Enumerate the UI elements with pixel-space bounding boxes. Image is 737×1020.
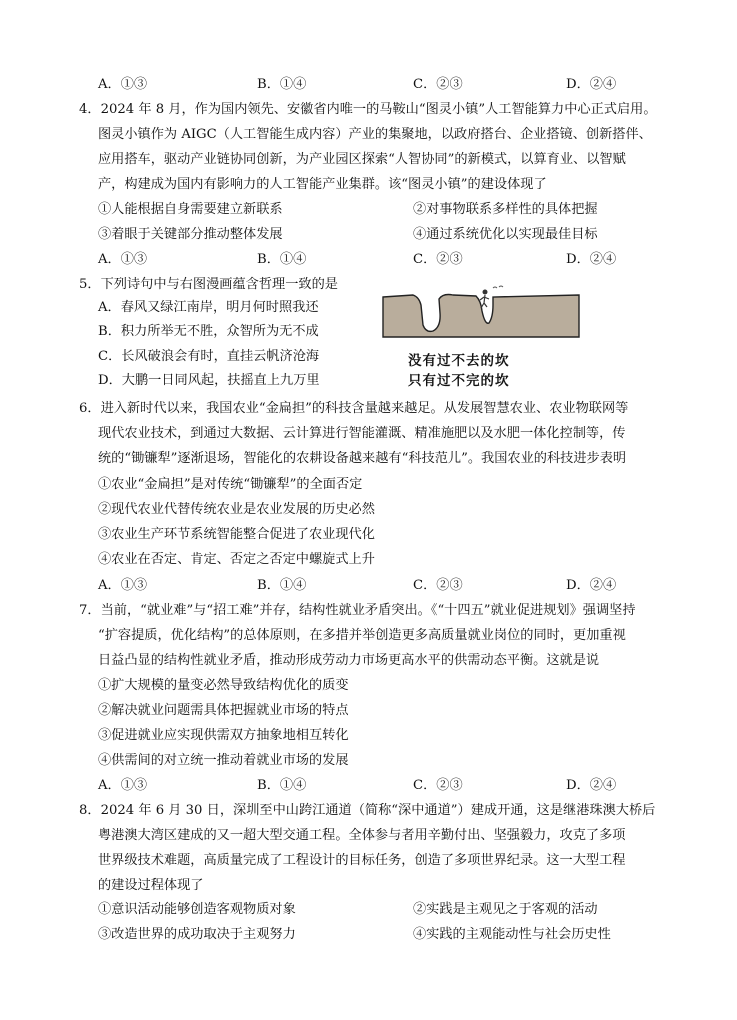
q4-answer-a: A．①③ [98, 252, 148, 267]
q8-stem-line: 粤港澳大湾区建成的又一超大型交通工程。全体参与者用辛勤付出、坚强毅力，攻克了多项 [98, 828, 626, 843]
q4-answer-d: D．②④ [566, 252, 617, 267]
q6-option-4: ④农业在否定、肯定、否定之否定中螺旋式上升 [98, 552, 375, 567]
q4-option-1: ①人能根据自身需要建立新联系 [98, 202, 283, 217]
q5-choice-a: A．春风又绿江南岸，明月何时照我还 [98, 300, 319, 315]
pit-terrain-drawing [381, 283, 581, 339]
q8-stem-line: 的建设过程体现了 [98, 878, 204, 893]
q6-answer-a: A．①③ [98, 578, 148, 593]
q6-answer-c: C．②③ [413, 578, 463, 593]
q7-stem-line: 7．当前，“就业难”与“招工难”并存，结构性就业矛盾突出。《“十四五”就业促进规划》强调坚持 [79, 603, 636, 618]
q6-option-2: ②现代农业代替传统农业是农业发展的历史必然 [98, 502, 375, 517]
q7-answer-b: B．①④ [257, 778, 307, 793]
q8-stem-line: 世界级技术难题，高质量完成了工程设计的目标任务，创造了多项世界纪录。这一大型工程 [98, 853, 626, 868]
q6-stem-line: 现代农业技术，到通过大数据、云计算进行智能灌溉、精准施肥以及水肥一体化控制等，传 [98, 426, 626, 441]
q6-option-1: ①农业“金扁担”是对传统“锄镰犁”的全面否定 [98, 477, 363, 492]
cartoon-illustration [381, 283, 581, 389]
q6-stem-line: 6．进入新时代以来，我国农业“金扁担”的科技含量越来越足。从发展智慧农业、农业物联网等 [79, 401, 629, 416]
q4-stem-line: 图灵小镇作为 AIGC（人工智能生成内容）产业的集聚地，以政府搭台、企业搭镜、创新搭伴、 [98, 127, 652, 142]
q8-option-2: ②实践是主观见之于客观的活动 [413, 902, 598, 917]
q7-option-4: ④供需间的对立统一推动着就业市场的发展 [98, 753, 349, 768]
q4-answer-b: B．①④ [257, 252, 307, 267]
q6-stem-line: 统的“锄镰犁”逐渐退场，智能化的农耕设备越来越有“科技范儿”。我国农业的科技进步表明 [98, 451, 627, 466]
q4-stem-line: 4．2024 年 8 月，作为国内领先、安徽省内唯一的马鞍山“图灵小镇”人工智能算力中心正式启用。 [79, 102, 657, 117]
q8-option-4: ④实践的主观能动性与社会历史性 [413, 927, 611, 942]
q5-choice-b: B．积力所举无不胜，众智所为无不成 [98, 324, 319, 339]
q5-choice-c: C．长风破浪会有时，直挂云帆济沧海 [98, 349, 320, 364]
q8-option-1: ①意识活动能够创造客观物质对象 [98, 902, 296, 917]
q6-option-3: ③农业生产环节系统智能整合促进了农业现代化 [98, 527, 375, 542]
q6-answer-b: B．①④ [257, 578, 307, 593]
q8-stem-line: 8．2024 年 6 月 30 日，深圳至中山跨江通道（简称“深中通道”）建成开通，这是继港珠澳大桥后 [79, 803, 656, 818]
q3-answer-c: C．②③ [413, 77, 463, 92]
q7-option-1: ①扩大规模的量变必然导致结构优化的质变 [98, 678, 349, 693]
q3-answer-a: A．①③ [98, 77, 148, 92]
q7-option-2: ②解决就业问题需具体把握就业市场的特点 [98, 703, 349, 718]
cartoon-caption-line-1: 没有过不去的坎 [408, 353, 510, 369]
q7-answer-c: C．②③ [413, 778, 463, 793]
q8-option-3: ③改造世界的成功取决于主观努力 [98, 927, 296, 942]
q4-option-3: ③着眼于关键部分推动整体发展 [98, 227, 283, 242]
q5-stem: 5．下列诗句中与右图漫画蕴含哲理一致的是 [79, 277, 338, 292]
q6-answer-d: D．②④ [566, 578, 617, 593]
q3-answer-b: B．①④ [257, 77, 307, 92]
cartoon-caption-line-2: 只有过不完的坎 [408, 373, 510, 389]
q7-stem-line: 日益凸显的结构性就业矛盾，推动形成劳动力市场更高水平的供需动态平衡。这就是说 [98, 653, 600, 668]
q7-stem-line: “扩容提质，优化结构”的总体原则，在多措并举创造更多高质量就业岗位的同时，更加重视 [98, 628, 626, 643]
q4-stem-line: 应用搭车，驱动产业链协同创新，为产业园区探索“人智协同”的新模式，以算育业、以智赋 [98, 152, 626, 167]
q5-choice-d: D．大鹏一日同风起，扶摇直上九万里 [98, 373, 320, 388]
q4-stem-line: 产，构建成为国内有影响力的人工智能产业集群。该“图灵小镇”的建设体现了 [98, 177, 547, 192]
q3-answer-d: D．②④ [566, 77, 617, 92]
q7-answer-d: D．②④ [566, 778, 617, 793]
q4-option-4: ④通过系统优化以实现最佳目标 [413, 227, 598, 242]
q4-option-2: ②对事物联系多样性的具体把握 [413, 202, 598, 217]
q7-answer-a: A．①③ [98, 778, 148, 793]
q7-option-3: ③促进就业应实现供需双方抽象地相互转化 [98, 728, 349, 743]
q4-answer-c: C．②③ [413, 252, 463, 267]
